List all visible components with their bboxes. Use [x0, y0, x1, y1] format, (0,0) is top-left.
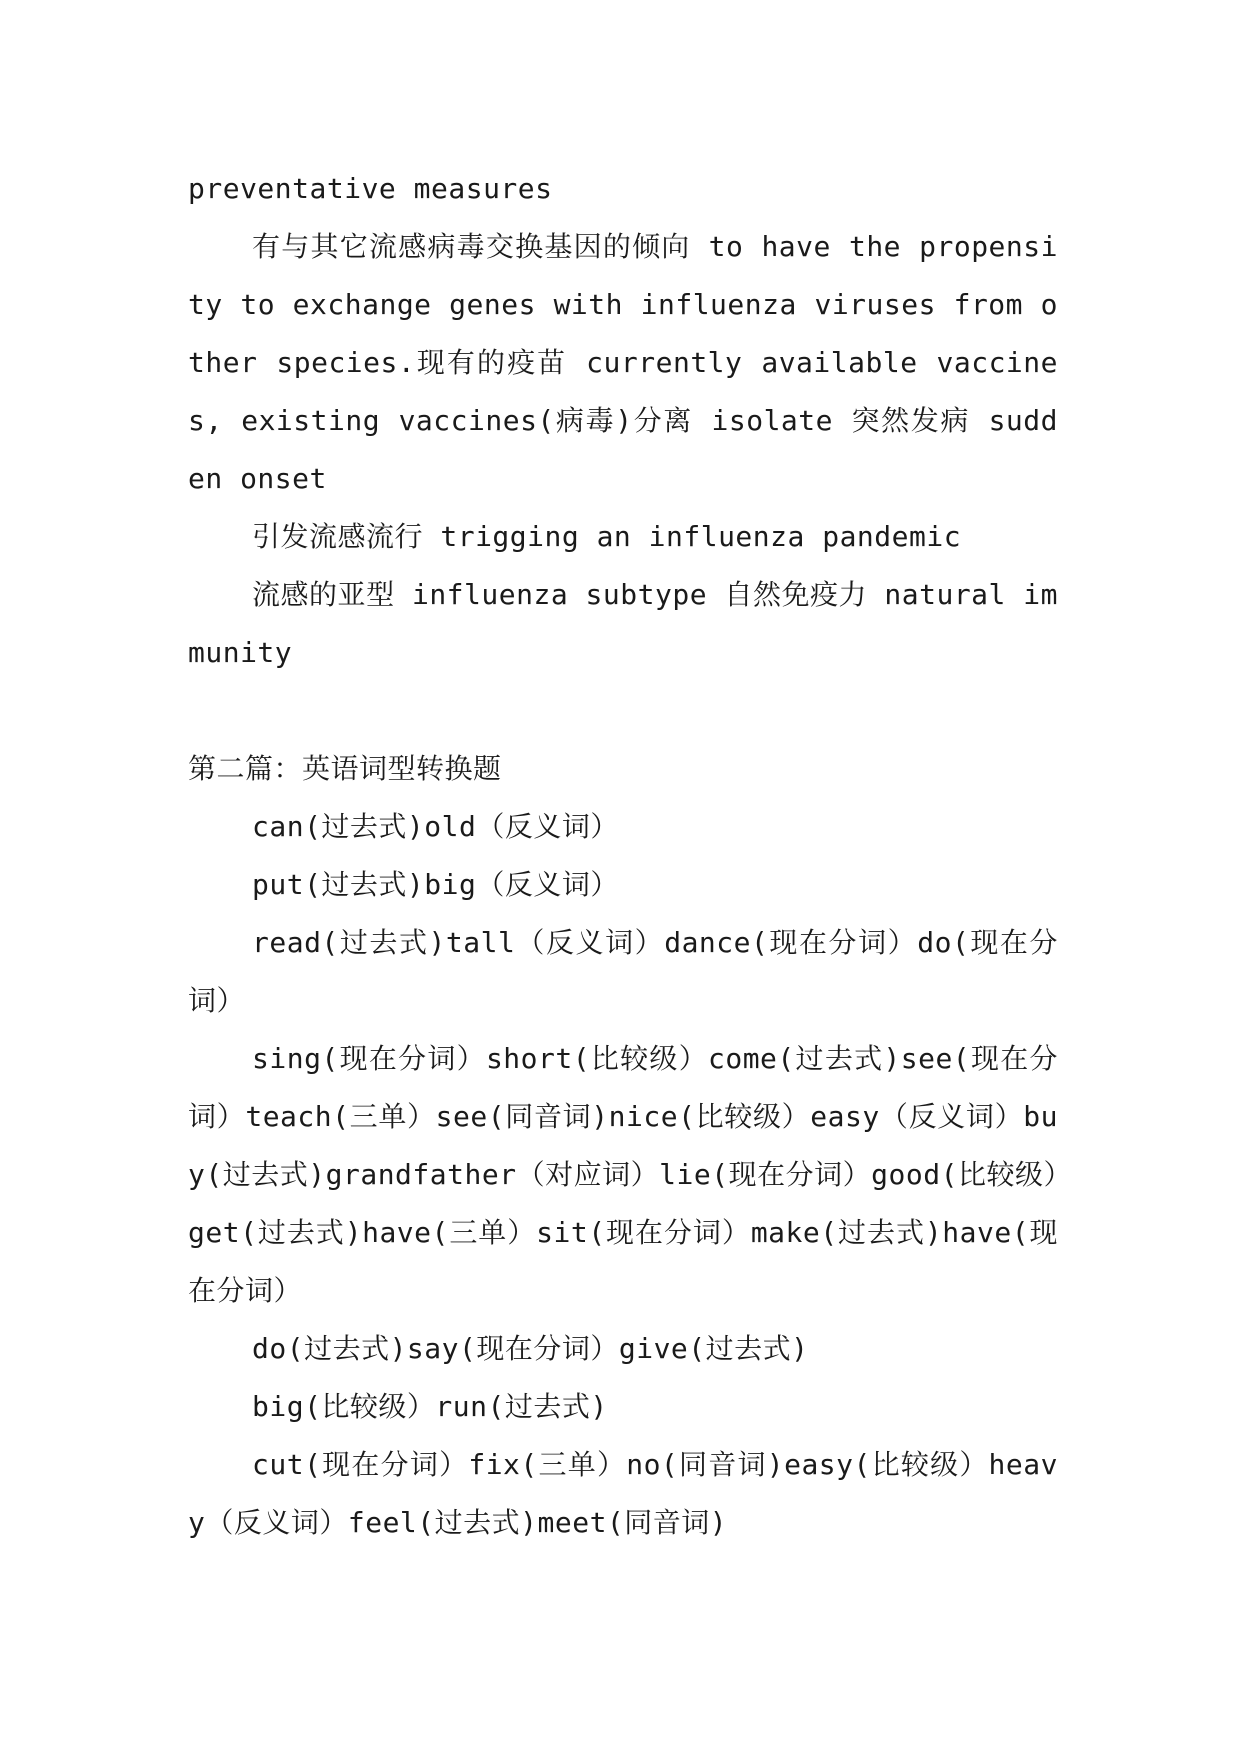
section-title: 第二篇：英语词型转换题: [188, 752, 502, 785]
paragraph-influenza-subtype: 流感的亚型 influenza subtype 自然免疫力 natural immunity: [188, 578, 1058, 669]
section-spacer: [188, 682, 1058, 740]
word-form-line-7: cut(现在分词）fix(三单）no(同音词)easy(比较级）heavy（反义词）feel(过去式)meet(同音词): [188, 1448, 1058, 1539]
word-form-line-1: can(过去式)old（反义词）: [252, 810, 619, 843]
word-form-line-4: sing(现在分词）short(比较级）come(过去式)see(现在分词）teach(三单）see(同音词)nice(比较级）easy（反义词）buy(过去式)grandfather（对应词）lie(现在分词）good(比较级）get(过去式)have(三单）sit(现在分词）make(过去式)have(现在分词）: [188, 1042, 1058, 1307]
word-form-line-2: put(过去式)big（反义词）: [252, 868, 619, 901]
word-form-line-5: do(过去式)say(现在分词）give(过去式): [252, 1332, 809, 1365]
paragraph-propensity-exchange-genes: 有与其它流感病毒交换基因的倾向 to have the propensity to exchange genes with influenza viruses from other species.现有的疫苗 currently available vaccines, existing vaccines(病毒)分离 isolate 突然发病 sudden onset: [188, 230, 1058, 495]
paragraph-preventative-measures: preventative measures: [188, 172, 553, 205]
paragraph-influenza-pandemic: 引发流感流行 trigging an influenza pandemic: [252, 520, 962, 553]
word-form-line-3: read(过去式)tall（反义词）dance(现在分词）do(现在分词）: [188, 926, 1058, 1017]
word-form-line-6: big(比较级）run(过去式): [252, 1390, 608, 1423]
document-page: [188, 160, 1058, 1552]
